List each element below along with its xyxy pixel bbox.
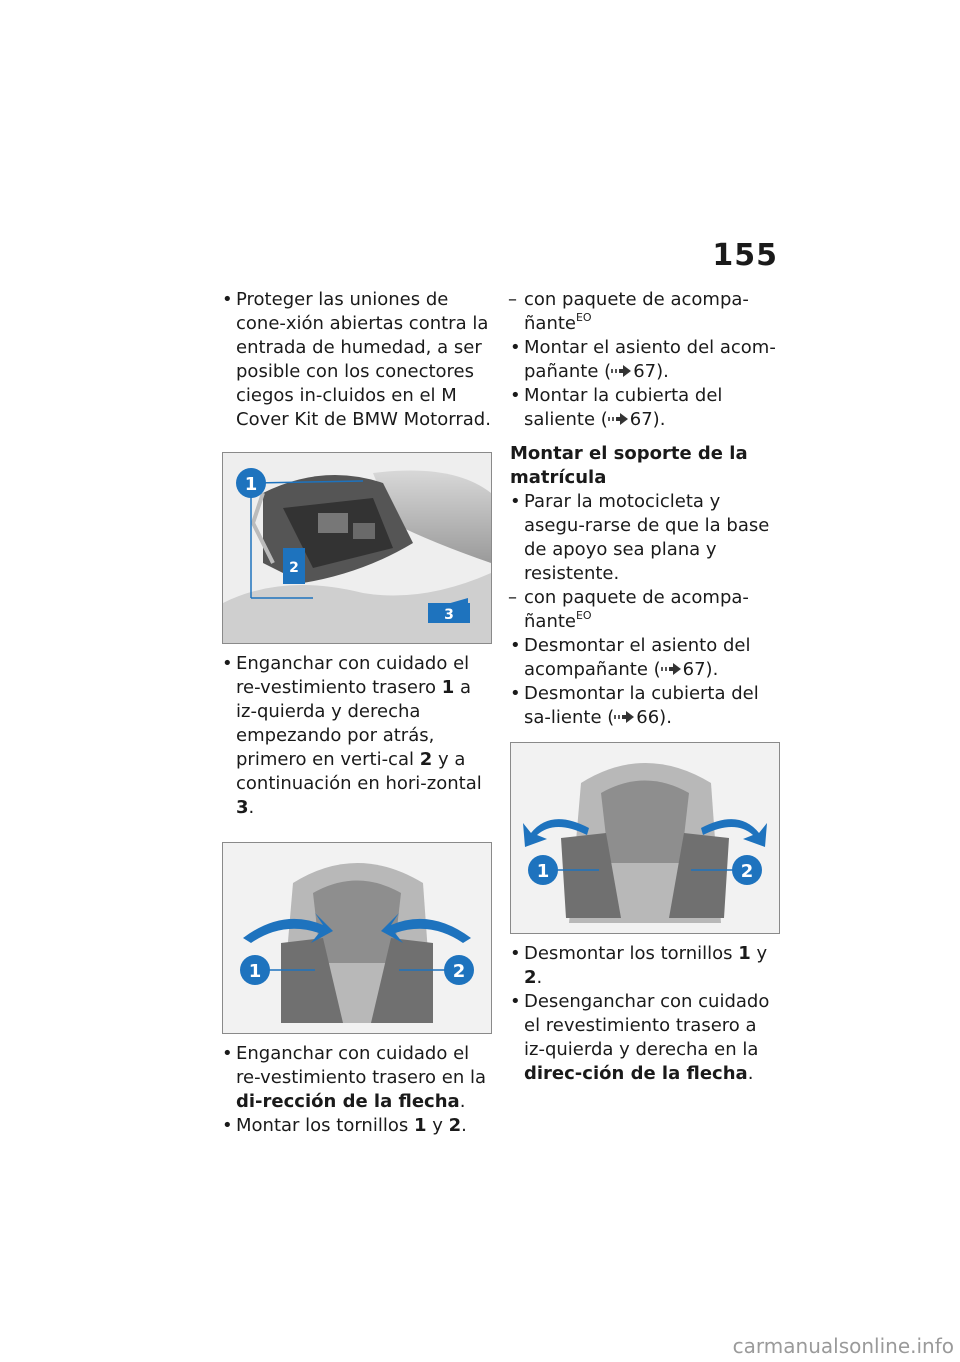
- page-number: 155: [712, 238, 778, 273]
- bullet-hook-rear-trim: • Enganchar con cuidado el re-vestimiento trasero 1 a iz-quierda y derecha empezando por atrás, primero en verti-cal 2 y a continuación en hori-zontal 3.: [222, 653, 482, 818]
- bullet-hook-arrow-direction: • Enganchar con cuidado el re-vestimiento trasero en la di-rección de la flecha.: [222, 1043, 486, 1112]
- bullet-protect-connections: [222, 288, 494, 432]
- figure-rear-trim-arrows: [222, 842, 492, 1034]
- page-reference-arrow-icon: [614, 710, 636, 724]
- bullet-mount-tail-cover: • Montar la cubierta del saliente ( 67).: [510, 385, 723, 430]
- bullet-icon: •: [222, 1115, 233, 1136]
- figure-label-1: 1: [244, 474, 258, 495]
- bullet-icon: •: [510, 991, 521, 1012]
- bullet-icon: •: [510, 943, 521, 964]
- figure-label-2: 2: [452, 961, 466, 982]
- left-column: [222, 288, 494, 1138]
- section-heading: Montar el soporte de la matrícula: [510, 443, 748, 488]
- figure-unhook-rear-trim: [510, 742, 780, 934]
- bullet-icon: •: [510, 635, 521, 656]
- figure-label-1: 1: [536, 861, 550, 882]
- dash-passenger-package: – con paquete de acompa-ñante$^{EO}$: [508, 289, 749, 334]
- page-reference-arrow-icon: [608, 412, 630, 426]
- figure-label-3: 3: [444, 607, 454, 623]
- bullet-unhook-rear-trim: • Desenganchar con cuidado el revestimiento trasero a iz-quierda y derecha en la direc-ción de la flecha.: [510, 991, 770, 1084]
- figure-label-1: 1: [248, 961, 262, 982]
- right-column: [510, 288, 782, 1086]
- figure-seat-cover-hooks: [222, 452, 492, 644]
- dash-icon: –: [508, 289, 517, 310]
- dash-passenger-package: – con paquete de acompa-ñante$^{EO}$: [508, 587, 749, 632]
- bullet-mount-passenger-seat: • Montar el asiento del acom-pañante ( 67).: [510, 337, 776, 382]
- bullet-remove-tail-cover: • Desmontar la cubierta del sa-liente ( 66).: [510, 683, 759, 728]
- bullet-icon: •: [222, 289, 233, 310]
- figure-label-2: 2: [289, 560, 299, 576]
- watermark[interactable]: carmanualsonline.info: [732, 1334, 954, 1358]
- page-reference-arrow-icon: [611, 364, 633, 378]
- bullet-icon: •: [222, 1043, 233, 1064]
- bullet-remove-screws: • Desmontar los tornillos 1 y 2.: [510, 943, 768, 988]
- bullet-icon: •: [510, 337, 521, 358]
- bullet-icon: •: [222, 653, 233, 674]
- bullet-mount-screws: • Montar los tornillos 1 y 2.: [222, 1115, 467, 1136]
- dash-icon: –: [508, 587, 517, 608]
- bullet-icon: •: [510, 385, 521, 406]
- text: Proteger las uniones de cone-xión abiertas contra la entrada de humedad, a ser posible con los conectores ciegos in-cluidos en el M Cover Kit de BMW Motorrad.: [236, 289, 491, 430]
- bullet-icon: •: [510, 683, 521, 704]
- bullet-remove-passenger-seat: • Desmontar el asiento del acompañante ( 67).: [510, 635, 751, 680]
- figure-label-2: 2: [740, 861, 754, 882]
- bullet-park-motorcycle: • Parar la motocicleta y asegu-rarse de que la base de apoyo sea plana y resistente.: [510, 491, 770, 584]
- bullet-icon: •: [510, 491, 521, 512]
- page-reference-arrow-icon: [661, 662, 683, 676]
